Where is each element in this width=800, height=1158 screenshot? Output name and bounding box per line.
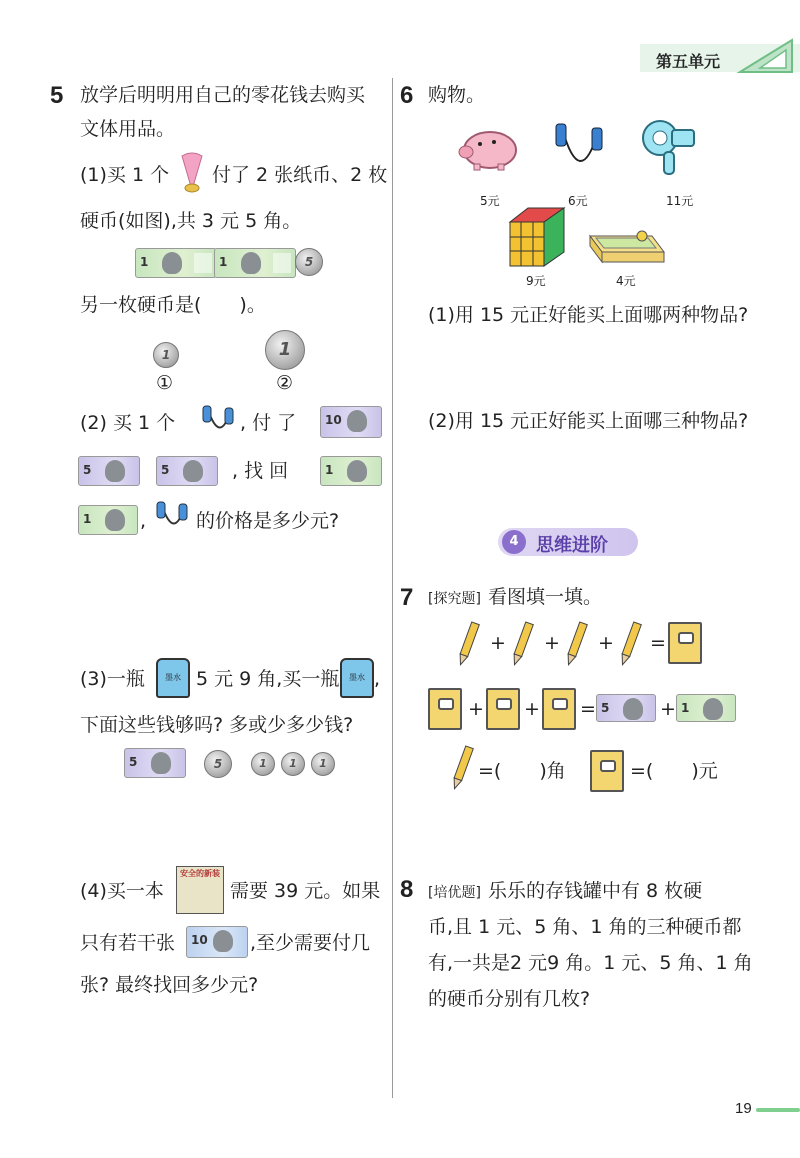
page-number-bar [756, 1108, 800, 1112]
option-2-label: ② [276, 372, 294, 394]
notebook-icon [542, 688, 576, 730]
q8-tag: [培优题] [428, 885, 481, 901]
section-title: 思维进阶 [536, 535, 608, 556]
banknote-5-yuan: 5 [156, 456, 218, 486]
q5-part3-text-a: (3)一瓶 [80, 668, 145, 690]
shuttlecock-icon [176, 150, 208, 194]
q5-part3-text-b: 5 元 9 角,买一瓶 [196, 668, 340, 690]
q5-part2-text-e: 的价格是多少元? [196, 510, 340, 532]
q5-part2-text-b: , 付 了 [240, 412, 297, 434]
q5-part1-line2: 硬币(如图),共 3 元 5 角。 [80, 210, 302, 232]
question-5-number: 5 [50, 82, 64, 109]
price-rubik-cube: 9元 [526, 274, 546, 288]
storybook-icon: 安全的新装 [176, 866, 224, 914]
coin-1-jiao: 1 [311, 752, 335, 776]
coin-option-small: 1 [153, 342, 179, 368]
column-divider [392, 78, 393, 1098]
notebook-icon [668, 622, 702, 664]
q5-part4-text-a: (4)买一本 [80, 880, 164, 902]
q8-line4: 的硬币分别有几枚? [428, 988, 591, 1010]
q6-question-2: (2)用 15 元正好能买上面哪三种物品? [428, 410, 749, 432]
jump-rope-icon [154, 500, 190, 534]
q5-part4-line2-b: ,至少需要付几 [250, 932, 371, 954]
section-banner [498, 528, 638, 556]
banknote-10-yuan: 10 [320, 406, 382, 438]
pencil-icon [510, 620, 534, 668]
q7-tag: [探究题] [428, 591, 481, 607]
equals-sign: = [580, 698, 596, 720]
q8-line3: 有,一共是2 元9 角。1 元、5 角、1 角 [428, 952, 753, 974]
q5-part4-text-b: 需要 39 元。如果 [230, 880, 381, 902]
plus-sign: + [524, 698, 540, 720]
q6-question-1: (1)用 15 元正好能买上面哪两种物品? [428, 304, 749, 326]
notebook-icon [590, 750, 624, 792]
pencil-icon [450, 744, 474, 792]
q8-line2: 币,且 1 元、5 角、1 角的三种硬币都 [428, 916, 742, 938]
banknote-1-yuan: 1 [320, 456, 382, 486]
pencil-icon [564, 620, 588, 668]
q6-title: 购物。 [428, 84, 486, 106]
q5-part2-text-c: , 找 回 [232, 460, 289, 482]
banknote-10-yuan: 10 [186, 926, 248, 958]
notebook-icon [428, 688, 462, 730]
plus-sign: + [660, 698, 676, 720]
plus-sign: + [544, 632, 560, 654]
jump-rope-icon [552, 122, 608, 174]
hair-dryer-icon [640, 118, 698, 176]
coin-5-jiao: 5 [204, 750, 232, 778]
q5-part4-line2-a: 只有若干张 [80, 932, 176, 954]
q5-part3-text-c: , [374, 668, 381, 690]
plus-sign: + [468, 698, 484, 720]
question-7-number: 7 [400, 584, 414, 611]
coin-5-jiao: 5 [295, 248, 323, 276]
pencil-icon [618, 620, 642, 668]
q5-part1-text-b: 付了 2 张纸币、2 枚 [212, 164, 388, 186]
q5-intro-line1: 放学后明明用自己的零花钱去购买 [80, 84, 366, 106]
unit-header-tab [640, 44, 800, 72]
q5-part2-text-d: , [140, 510, 147, 532]
ink-bottle-icon: 墨水 [156, 658, 190, 698]
option-1-label: ① [156, 372, 174, 394]
q5-part4-line3: 张? 最终找回多少元? [80, 974, 259, 996]
banknote-1-yuan: 1 [214, 248, 296, 278]
plus-sign: + [598, 632, 614, 654]
banknote-1-yuan: 1 [135, 248, 217, 278]
rubik-cube-icon [504, 206, 572, 270]
coin-option-large: 1 [265, 330, 305, 370]
page-number: 19 [735, 1100, 752, 1117]
plus-sign: + [490, 632, 506, 654]
question-8-number: 8 [400, 876, 414, 903]
q5-part2-text-a: (2) 买 1 个 [80, 412, 176, 434]
price-piggy-bank: 5元 [480, 194, 500, 208]
banknote-5-yuan: 5 [78, 456, 140, 486]
pencil-icon [456, 620, 480, 668]
price-hair-dryer: 11元 [666, 194, 694, 208]
coin-1-jiao: 1 [251, 752, 275, 776]
pencil-price-blank[interactable]: =( )角 [478, 760, 566, 782]
question-6-number: 6 [400, 82, 414, 109]
banknote-1-yuan: 1 [676, 694, 736, 722]
pencil-box-icon [586, 222, 668, 264]
equals-sign: = [650, 632, 666, 654]
ruler-triangle-icon [736, 38, 796, 74]
banknote-5-yuan: 5 [124, 748, 186, 778]
banknote-5-yuan: 5 [596, 694, 656, 722]
piggy-bank-icon [456, 124, 522, 172]
q5-intro-line2: 文体用品。 [80, 118, 176, 140]
q5-part1-text-a: (1)买 1 个 [80, 164, 170, 186]
unit-title: 第五单元 [656, 52, 721, 71]
medal-icon: 4 [502, 530, 526, 554]
q5-part3-line2: 下面这些钱够吗? 多或少多少钱? [80, 714, 354, 736]
jump-rope-icon [200, 404, 236, 438]
q8-line1: 乐乐的存钱罐中有 8 枚硬 [488, 880, 703, 902]
price-pencil-box: 4元 [616, 274, 636, 288]
price-jump-rope: 6元 [568, 194, 588, 208]
notebook-price-blank[interactable]: =( )元 [630, 760, 718, 782]
ink-bottle-icon: 墨水 [340, 658, 374, 698]
coin-1-jiao: 1 [281, 752, 305, 776]
notebook-icon [486, 688, 520, 730]
q7-title: 看图填一填。 [488, 586, 603, 608]
q5-part1-question: 另一枚硬币是( )。 [80, 294, 266, 316]
banknote-1-yuan: 1 [78, 505, 138, 535]
